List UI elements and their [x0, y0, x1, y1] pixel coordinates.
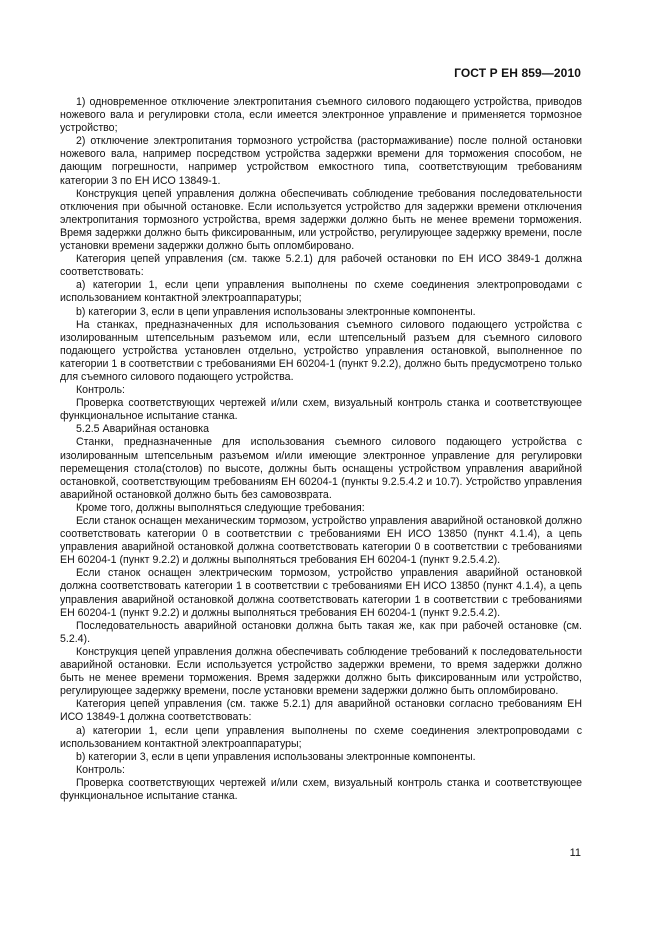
paragraph: Последовательность аварийной остановки должна быть такая же, как при рабочей остановке (см. 5.2.4). [60, 619, 582, 645]
section-heading: 5.2.5 Аварийная остановка [76, 423, 210, 436]
list-item: b) категории 3, если в цепи управления использованы электронные компоненты. [76, 305, 476, 318]
paragraph: Кроме того, должны выполняться следующие требования: [76, 501, 365, 514]
paragraph: Если станок оснащен механическим тормозом, устройство управления аварийной остановкой должно соответствовать категории 0 в соответствии с требованиями ЕН ИСО 13850 (пункт 4.1.4), а цепь управления аварийной остановкой должна соответствовать категории 0 в соответствии с требованиями ЕН 60204-1 (пункт 9.2.2) и должны выполняться требования ЕН 60204-1 (пункт 9.2.5.4.2). [60, 515, 582, 567]
paragraph: Проверка соответствующих чертежей и/или схем, визуальный контроль станка и соответствующее функциональное испытание станка. [60, 397, 582, 423]
control-label: Контроль: [76, 763, 125, 776]
paragraph: Станки, предназначенные для использования съемного силового подающего устройства с изолированным штепсельным разъемом и/или имеющие электронное управление для регулировки перемещения стола(столов) по высоте, должны быть оснащены устройством управления аварийной остановкой, соответствующим требованиям ЕН 60204-1 (пункты 9.2.5.4.2 и 10.7). Устройство управления аварийной остановкой должно быть без самовозврата. [60, 436, 582, 501]
paragraph: Категория цепей управления (см. также 5.2.1) для аварийной остановки согласно требованиям ЕН ИСО 13849-1 должна соответствовать: [60, 698, 582, 724]
list-item: a) категории 1, если цепи управления выполнены по схеме соединения электропроводами с использованием контактной электроаппаратуры; [60, 724, 582, 750]
paragraph: На станках, предназначенных для использования съемного силового подающего устройства с изолированным штепсельным разъемом или, если штепсельный разъем для съемного силового подающего устройства установлен отдельно, устройство управления остановкой, выполненное по категории 1 в соответствии с требованиями ЕН 60204-1 (пункт 9.2.2), должно быть предусмотрено только для съемного силового подающего устройства. [60, 318, 582, 383]
control-label: Контроль: [76, 384, 125, 397]
document-body [60, 96, 582, 803]
paragraph: Конструкция цепей управления должна обеспечивать соблюдение требования последовательности отключения при обычной остановке. Если используется устройство для задержки времени отключения электропитания тормозного устройства, время задержки должно быть не менее времени торможения. Время задержки должно быть фиксированным, или устройство, регулирующее задержку времени, после установки времени задержки должно быть опломбировано. [60, 187, 582, 253]
paragraph: Проверка соответствующих чертежей и/или схем, визуальный контроль станка и соответствующее функциональное испытание станка. [60, 776, 582, 802]
paragraph: Если станок оснащен электрическим тормозом, устройство управления аварийной остановкой должна соответствовать категории 1 в соответствии с требованиями ЕН ИСО 13850 (пункт 4.1.4), а цепь управления аварийной остановкой должна соответствовать категории 1 в соответствии с требованиями ЕН 60204-1 (пункт 9.2.2) и должны выполняться требования ЕН 60204-1 (пункт 9.2.5.4.2). [60, 567, 582, 619]
paragraph: Категория цепей управления (см. также 5.2.1) для рабочей остановки по ЕН ИСО 3849-1 должна соответствовать: [60, 253, 582, 279]
list-item: a) категории 1, если цепи управления выполнены по схеме соединения электропроводами с использованием контактной электроаппаратуры; [60, 279, 582, 305]
page-number: 11 [569, 847, 581, 859]
paragraph: 1) одновременное отключение электропитания съемного силового подающего устройства, приводов ножевого вала и регулировки стола, если имеется электронное управление и применяется тормозное устройство; [60, 96, 582, 135]
list-item: b) категории 3, если в цепи управления использованы электронные компоненты. [76, 750, 476, 763]
paragraph: 2) отключение электропитания тормозного устройства (растормаживание) после полной остановки ножевого вала, например посредством устройства задержки времени для торможения способом, не дающим погрешности, например устройством емкостного типа, соответствующим требованиям категории 3 по ЕН ИСО 13849-1. [60, 135, 582, 187]
standard-header: ГОСТ Р ЕН 859—2010 [454, 66, 581, 80]
paragraph: Конструкция цепей управления должна обеспечивать соблюдение требований к последовательности аварийной остановки. Если используется устройство задержки времени, то время задержки должно быть не менее времени торможения. Время задержки должно быть фиксированным или устройство, регулирующее задержку времени, после установки времени задержки должно быть опломбировано. [60, 645, 582, 698]
